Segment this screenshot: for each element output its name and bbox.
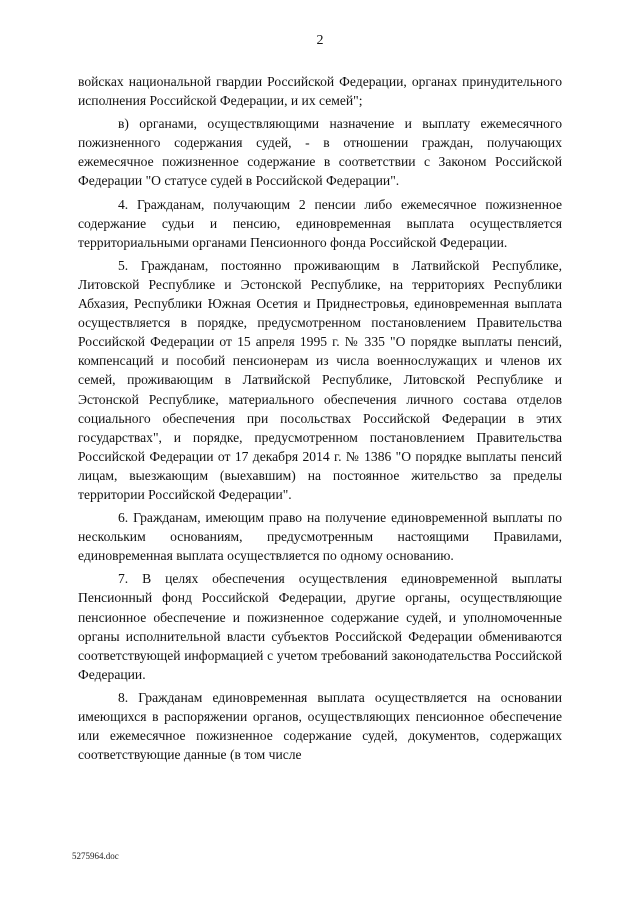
paragraph-continuation: войсках национальной гвардии Российской Федерации, органах принудительного исполнения Российской Федерации, и их семей"; — [78, 74, 562, 109]
paragraph-item-5: 5. Гражданам, постоянно проживающим в Латвийской Республике, Литовской Республике и Эстонской Республике, на территориях Республики Абхазия, Республики Южная Осетия и Приднестровья, единовременная выплата осуществляется в порядке, предусмотренном постановлением Правительства Российской Федерации от 15 апреля 1995 г. № 335 "О порядке выплаты пенсий, компенсаций и пособий пенсионерам из числа военнослужащих и членов их семей, проживающим в Латвийской Республике, Литовской Республике и Эстонской Республике, материального обеспечения личного состава отделов социального обеспечения при посольствах Российской Федерации в этих государствах", и порядке, предусмотренном постановлением Правительства Российской Федерации от 17 декабря 2014 г. № 1386 "О порядке выплаты пенсий лицам, выезжающим (выехавшим) на постоянное жительство за пределы территории Российской Федерации". — [78, 257, 562, 502]
paragraph-item-4: 4. Гражданам, получающим 2 пенсии либо ежемесячное пожизненное содержание судьи и пенсию, единовременная выплата осуществляется территориальными органами Пенсионного фонда Российской Федерации. — [78, 196, 562, 250]
paragraph-item-8: 8. Гражданам единовременная выплата осуществляется на основании имеющихся в распоряжении органов, осуществляющих пенсионное обеспечение или ежемесячное пожизненное содержание судей, документов, содержащих соответствующие данные (в том числе — [78, 689, 562, 763]
document-body — [78, 72, 562, 768]
file-name-footer: 5275964.doc — [72, 851, 119, 861]
paragraph-item-7: 7. В целях обеспечения осуществления единовременной выплаты Пенсионный фонд Российской Федерации, другие органы, осуществляющие пенсионное обеспечение и пожизненное содержание судей, и уполномоченные органы исполнительной власти субъектов Российской Федерации обмениваются соответствующей информацией с учетом требований законодательства Российской Федерации. — [78, 571, 562, 682]
paragraph-item-6: 6. Гражданам, имеющим право на получение единовременной выплаты по нескольким основаниям, предусмотренным настоящими Правилами, единовременная выплата осуществляется по одному основанию. — [78, 510, 562, 564]
paragraph-item-v: в) органами, осуществляющими назначение и выплату ежемесячного пожизненного содержания судей, - в отношении граждан, получающих ежемесячное пожизненное содержание в соответствии с Законом Российской Федерации "О статусе судей в Российской Федерации". — [78, 116, 562, 189]
page-number: 2 — [316, 33, 324, 48]
